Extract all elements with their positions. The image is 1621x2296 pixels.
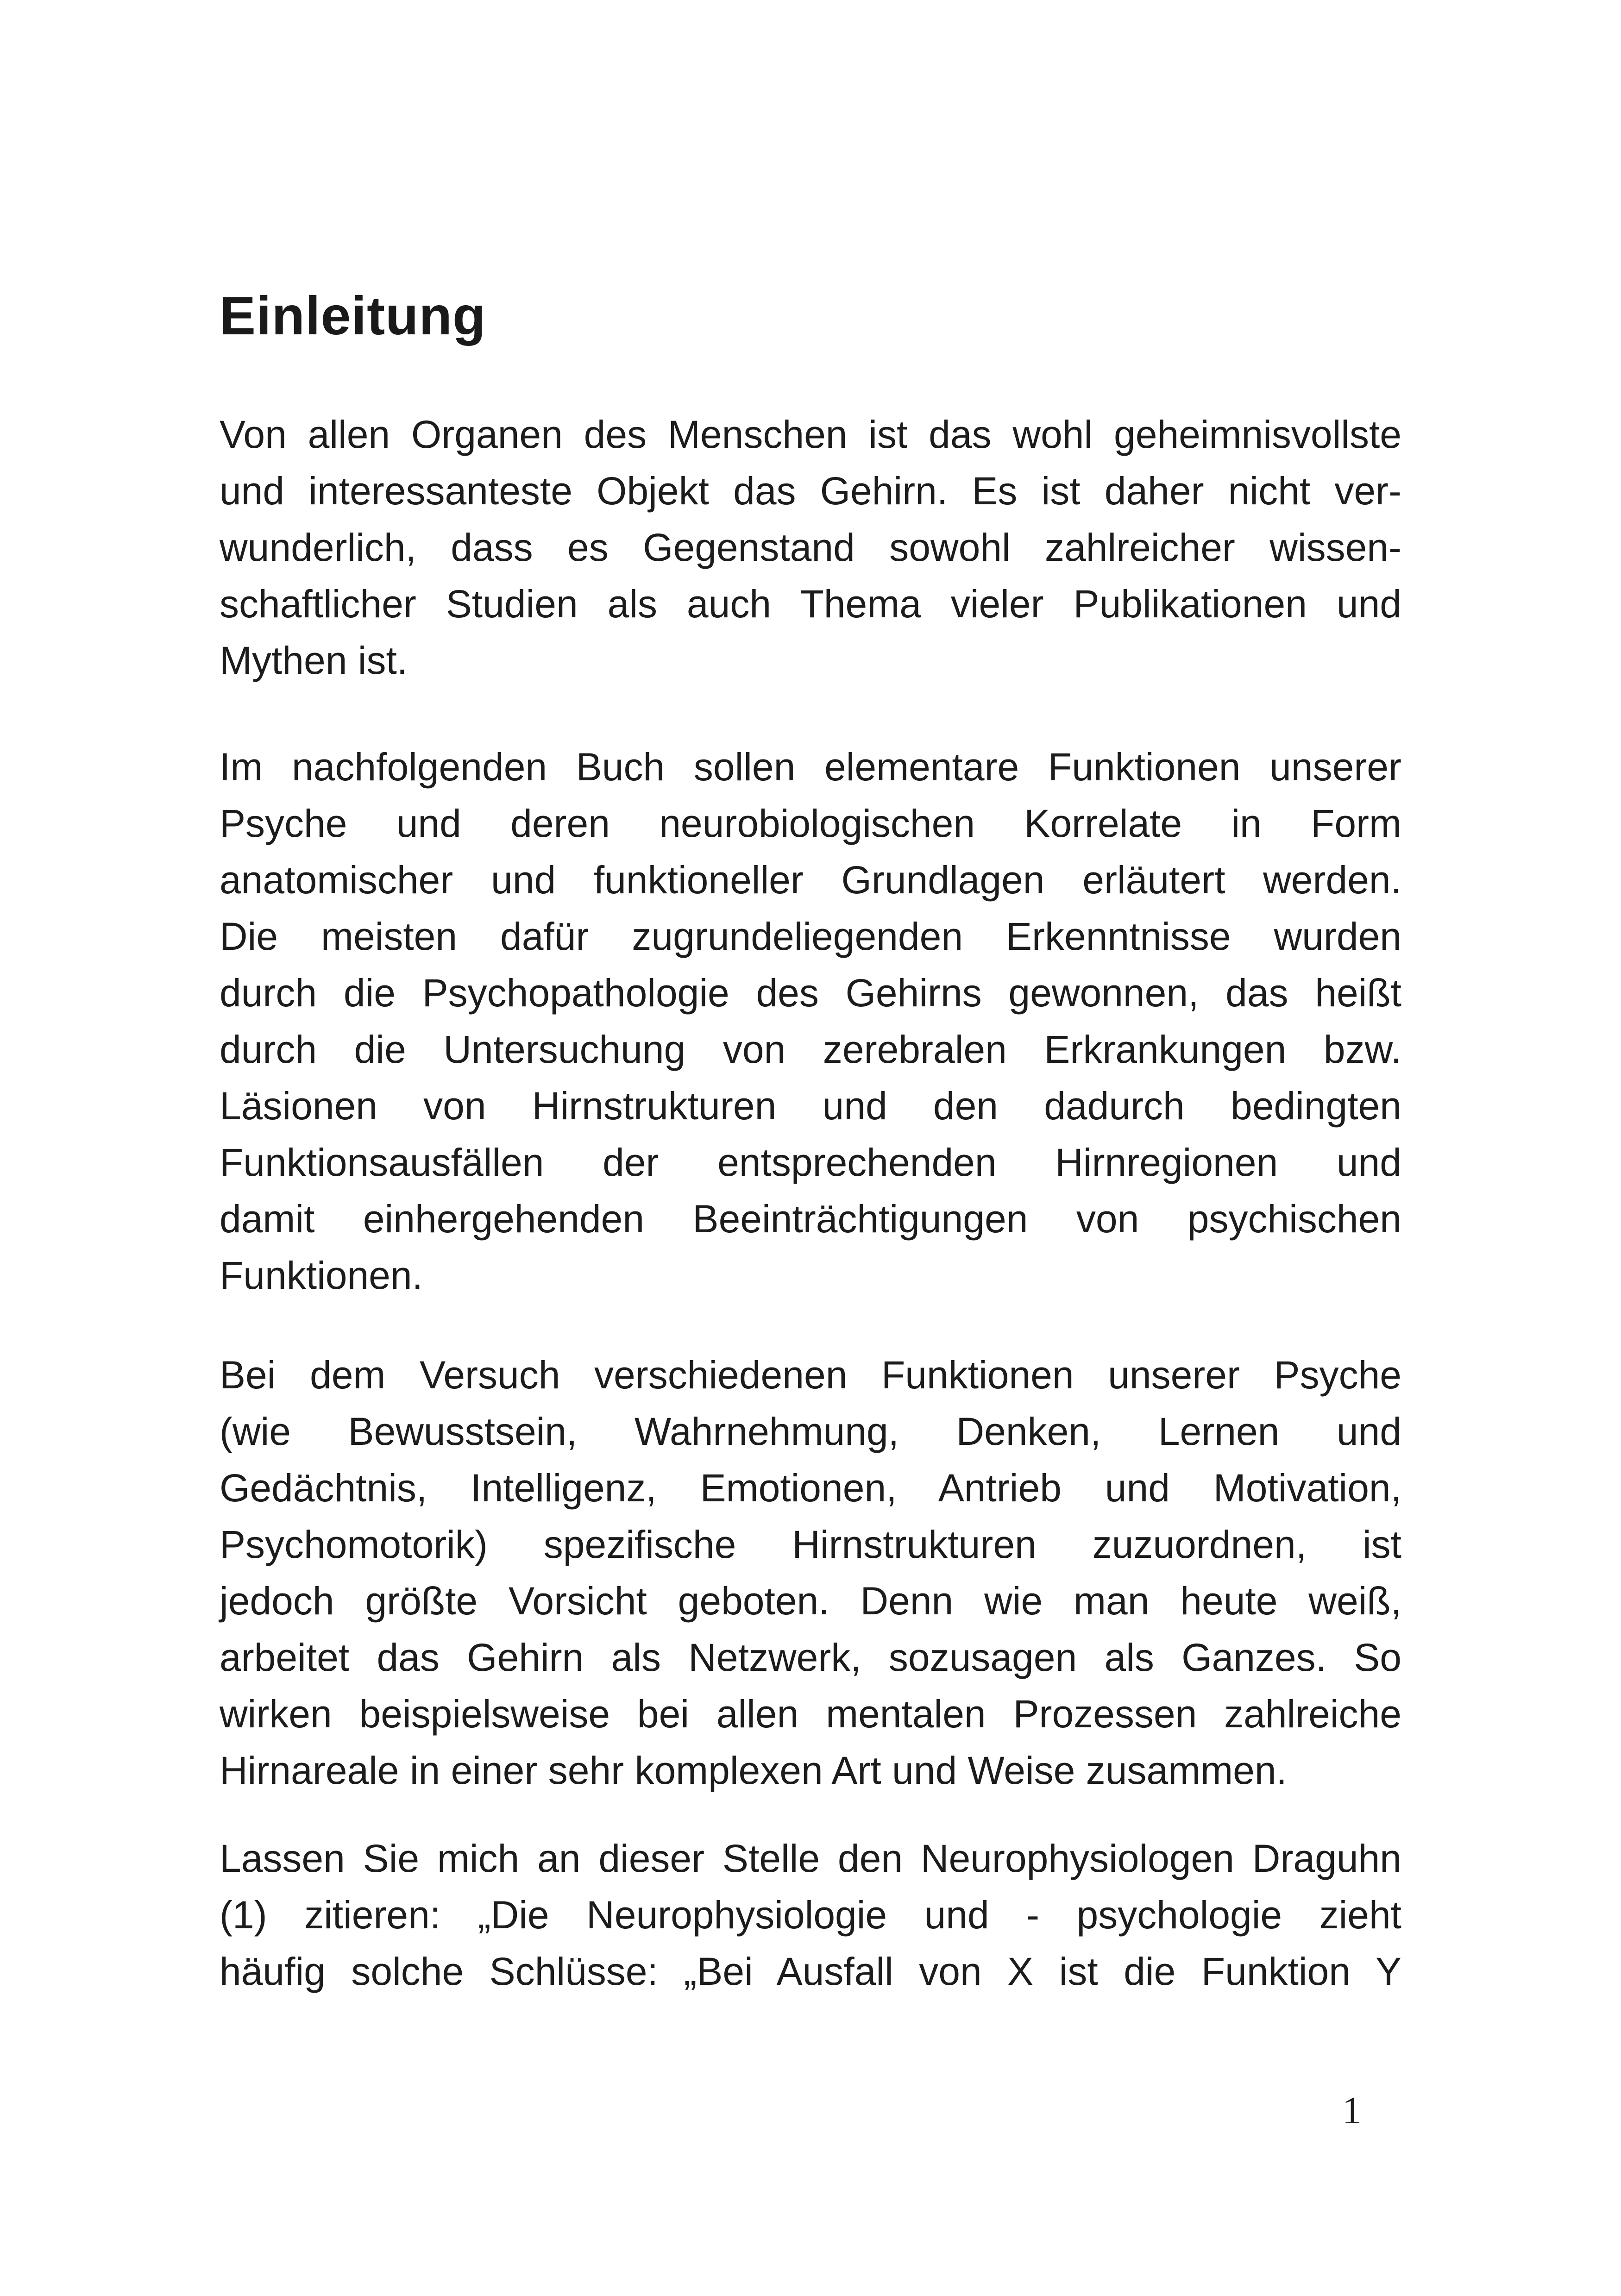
text-line: damit einhergehenden Beeinträchtigungen von psychischen [220, 1197, 1401, 1241]
text-line: Psyche und deren neurobiologischen Korrelate in Form [220, 802, 1401, 845]
text-line: Von allen Organen des Menschen ist das wohl geheimnisvollste [220, 413, 1401, 456]
text-line: Die meisten dafür zugrundeliegenden Erkenntnisse wurden [220, 915, 1401, 958]
text-line: arbeitet das Gehirn als Netzwerk, sozusagen als Ganzes. So [220, 1636, 1401, 1679]
paragraph-book-aim [220, 739, 1401, 1304]
paragraph-intro [220, 406, 1401, 689]
text-line: wunderlich, dass es Gegenstand sowohl zahlreicher wissen- [220, 526, 1401, 569]
text-line: Läsionen von Hirnstrukturen und den dadurch bedingten [220, 1084, 1401, 1128]
text-line: häufig solche Schlüsse: „Bei Ausfall von X ist die Funktion Y [220, 1950, 1401, 1993]
text-line: anatomischer und funktioneller Grundlagen erläutert werden. [220, 858, 1401, 902]
text-line: wirken beispielsweise bei allen mentalen Prozessen zahlreiche [220, 1692, 1401, 1736]
paragraph-quote [220, 1830, 1401, 2000]
text-line: Bei dem Versuch verschiedenen Funktionen unserer Psyche [220, 1353, 1401, 1397]
text-line: (wie Bewusstsein, Wahrnehmung, Denken, Lernen und [220, 1410, 1401, 1453]
text-line: Lassen Sie mich an dieser Stelle den Neurophysiologen Draguhn [220, 1837, 1401, 1880]
text-line: durch die Psychopathologie des Gehirns gewonnen, das heißt [220, 971, 1401, 1015]
paragraph-brain-functions [220, 1347, 1401, 1799]
page-number: 1 [1342, 2089, 1362, 2132]
text-line: Gedächtnis, Intelligenz, Emotionen, Antrieb und Motivation, [220, 1466, 1401, 1510]
text-line: Hirnareale in einer sehr komplexen Art und Weise zusammen. [220, 1749, 1287, 1792]
text-line: Funktionen. [220, 1254, 423, 1297]
text-line: Im nachfolgenden Buch sollen elementare Funktionen unserer [220, 745, 1401, 789]
text-line: schaftlicher Studien als auch Thema vieler Publikationen und [220, 582, 1401, 626]
text-line: jedoch größte Vorsicht geboten. Denn wie man heute weiß, [220, 1579, 1401, 1623]
text-line: durch die Untersuchung von zerebralen Erkrankungen bzw. [220, 1028, 1401, 1071]
text-line: und interessanteste Objekt das Gehirn. Es ist daher nicht ver- [220, 469, 1401, 513]
text-line: Funktionsausfällen der entsprechenden Hirnregionen und [220, 1141, 1401, 1184]
text-line: (1) zitieren: „Die Neurophysiologie und - psychologie zieht [220, 1893, 1401, 1937]
chapter-heading: Einleitung [220, 285, 486, 346]
text-line: Mythen ist. [220, 639, 408, 682]
text-line: Psychomotorik) spezifische Hirnstrukturen zuzuordnen, ist [220, 1523, 1401, 1566]
